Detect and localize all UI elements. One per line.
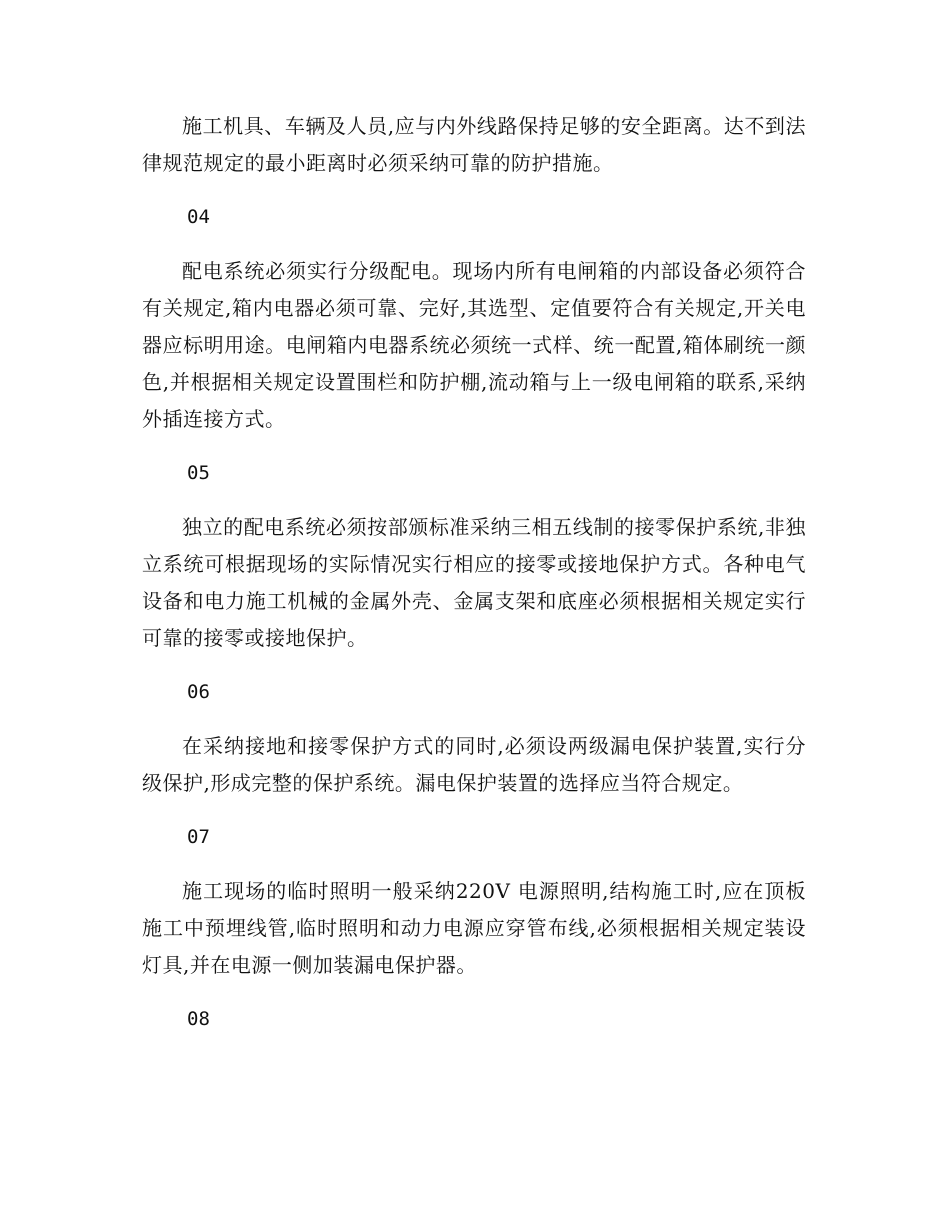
section-number-06: 06 xyxy=(187,681,210,703)
paragraph-temporary-lighting: 施工现场的临时照明一般采纳220V 电源照明,结构施工时,应在顶板施工中预埋线管,临时照明和动力电源应穿管布线,必须根据相关规定装设灯具,并在电源一侧加装漏电保护器。 xyxy=(142,879,806,977)
section-number-07: 07 xyxy=(187,826,210,848)
document-body xyxy=(142,108,806,1038)
section-number-05: 05 xyxy=(187,462,210,484)
paragraph-leakage-protection: 在采纳接地和接零保护方式的同时,必须设两级漏电保护装置,实行分级保护,形成完整的保护系统。漏电保护装置的选择应当符合规定。 xyxy=(142,734,806,795)
paragraph-distribution: 配电系统必须实行分级配电。现场内所有电闸箱的内部设备必须符合有关规定,箱内电器必须可靠、完好,其选型、定值要符合有关规定,开关电器应标明用途。电闸箱内电器系统必须统一式样、统一配置,箱体刷统一颜色,并根据相关规定设置围栏和防护棚,流动箱与上一级电闸箱的联系,采纳外插连接方式。 xyxy=(142,259,806,431)
section-number-04: 04 xyxy=(187,206,210,228)
section-number-08: 08 xyxy=(187,1008,210,1030)
paragraph-clearance: 施工机具、车辆及人员,应与内外线路保持足够的安全距离。达不到法律规范规定的最小距离时必须采纳可靠的防护措施。 xyxy=(142,114,806,175)
paragraph-grounding: 独立的配电系统必须按部颁标准采纳三相五线制的接零保护系统,非独立系统可根据现场的实际情况实行相应的接零或接地保护方式。各种电气设备和电力施工机械的金属外壳、金属支架和底座必须根据相关规定实行可靠的接零或接地保护。 xyxy=(142,515,806,650)
